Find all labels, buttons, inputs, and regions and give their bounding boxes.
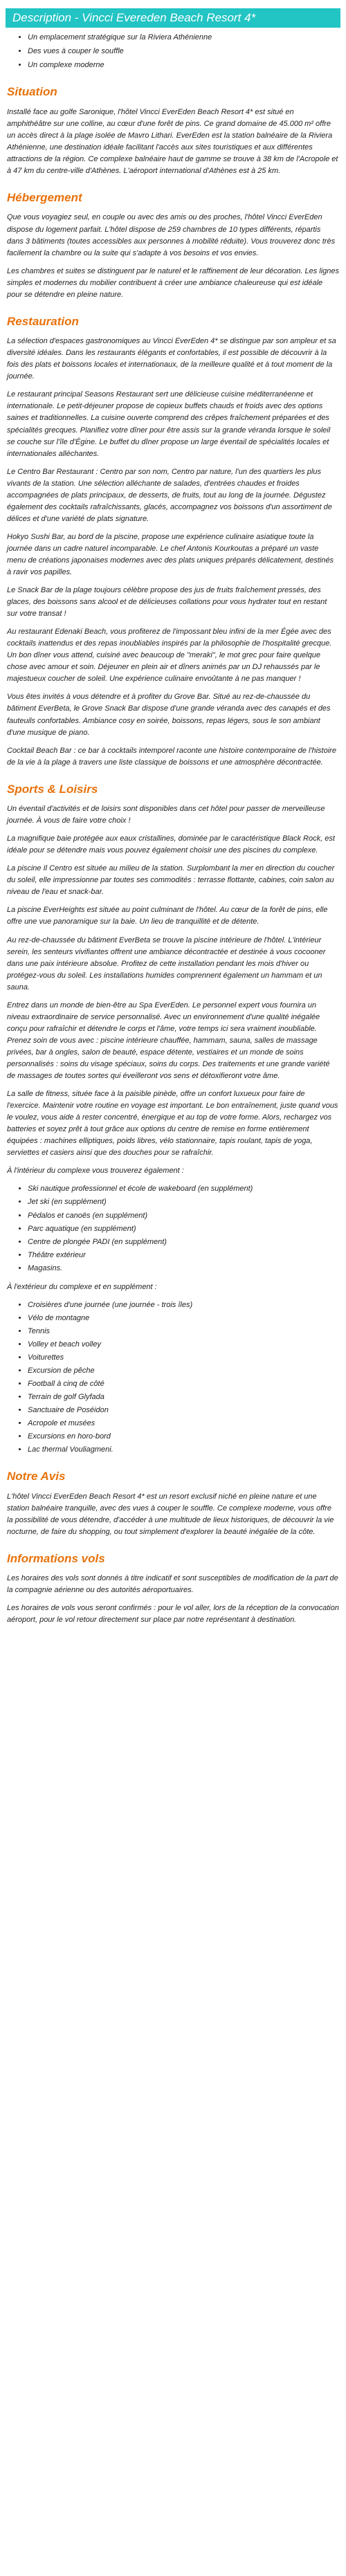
activity-item: • Football à cinq de côté [28,1378,339,1390]
situation-section [7,85,339,177]
sports-section [7,783,339,1456]
activity-item: • Tennis [28,1326,339,1337]
hebergement-paragraph: Les chambres et suites se distinguent par le naturel et le raffinement de leur décoration. Les lignes simples et modernes du mobilier contribuent à créer une ambiance chaleureuse qui est idéale pour se détendre en pleine nature. [7,266,339,299]
facility-item: • Ski nautique professionnel et école de wakeboard (en supplément) [28,1183,339,1195]
outside-activities-list [7,1299,339,1456]
hebergement-section [7,191,339,301]
restauration-paragraph: Le Snack Bar de la plage toujours célèbre propose des jus de fruits fraîchement pressés, des glaces, des boissons sans alcool et de délicieuses collations pour vous hydrater tout en restant sur votre transat ! [7,586,327,619]
notre-avis-section [7,1470,339,1538]
informations-heading: Informations vols [7,1551,105,1565]
situation-paragraph: Installé face au golfe Saronique, l'hôtel Vincci EverEden Beach Resort 4* est situé en amphithéâtre sur une colline, au cœur d'une forêt de pins. Ce grand domaine de 45.000 m² offre un accès direct à la plage isolée de Mavro Lithari. EverEden est la station balnéaire de la Riviera Athénienne, une destination idéale facilitant l'accès aux sites touristiques et aux différentes attractions de la région. Ce complexe balnéaire haut de gamme se trouve à 38 km de l'Acropole et à 47 km du centre-ville d'Athènes. L'aéroport international d'Athènes est à 25 km. [7,107,338,176]
activity-item: • Volley et beach volley [28,1339,339,1351]
restauration-paragraph: Le Centro Bar Restaurant : Centro par son nom, Centro par nature, l'un des quartiers les plus vivants de la station. Une sélection alléchante de salades, d'entrées chaudes et froides accompagnées de plats principaux, de desserts, de fruits, tout au long de la journée. Dégustez également des cocktails rafraîchissants, glacés, accompagnez vos boissons d'un assortiment de délices et d'une variété de plats signature. [7,467,332,523]
restauration-paragraph: Cocktail Beach Bar : ce bar à cocktails intemporel raconte une histoire contemporaine de l'histoire de la vie à la plage à travers une liste classique de boissons et une atmosphère décontractée. [7,746,336,767]
notre-avis-paragraph: L'hôtel Vincci EverEden Beach Resort 4* est un resort exclusif niché en pleine nature et une station balnéaire tranquille, avec des vues à couper le souffle. Ce complexe moderne, vous offre la possibilité de vous détendre, d'accéder à une multitude de lieux historiques, de découvrir la vie nocturne, de faire du shopping, ou tout simplement d'explorer la beauté inégalée de la côte. [7,1492,334,1536]
activity-item: • Voiturettes [28,1352,339,1364]
activity-item: • Excursions en horo-bord [28,1431,339,1443]
restauration-heading: Restauration [7,314,79,328]
highlight-item: • Un complexe moderne [28,60,339,71]
page-title: Description - Vincci Evereden Beach Resort 4* [12,11,256,24]
facility-item: • Pédalos et canoës (en supplément) [28,1210,339,1222]
facility-item: • Parc aquatique (en supplément) [28,1223,339,1235]
description-content [0,32,346,1626]
facility-item: • Magasins. [28,1263,339,1275]
restauration-section [7,315,339,769]
activity-item: • Sanctuaire de Poséidon [28,1405,339,1416]
sports-heading: Sports & Loisirs [7,782,98,796]
highlight-item: • Un emplacement stratégique sur la Riviera Athénienne [28,32,339,44]
highlight-item: • Des vues à couper le souffle [28,46,339,57]
situation-heading: Situation [7,85,57,99]
restauration-paragraph: Vous êtes invités à vous détendre et à profiter du Grove Bar. Situé au rez-de-chaussée du bâtiment EverBeta, le Grove Snack Bar dispose d'une grande véranda avec des canapés et des fauteuils confortables. Ambiance cosy en soirée, boissons, repas légers, sous le son ambiant d'une musique de piano. [7,693,331,737]
activity-item: • Vélo de montagne [28,1313,339,1324]
hebergement-heading: Hébergement [7,191,82,205]
restauration-paragraph: Au restaurant Edenaki Beach, vous profiterez de l'impossant bleu infini de la mer Égée avec des cocktails inattendus et des repas inoubliables inspirés par la philosophie de l'hospitalité grecque. Un bon dîner vous attend, cuisiné avec beaucoup de "meraki", le mot grec pour faire quelque chose avec amour et soin. Déjeuner en plein air et dîners animés par un DJ rehaussés par le majestueux coucher de soleil. Une expérience culinaire envoûtante à ne pas manquer ! [7,628,332,684]
inside-facilities-list [7,1183,339,1274]
activity-item: • Croisières d'une journée (une journée - trois îles) [28,1299,339,1311]
facility-item: • Jet ski (en supplément) [28,1196,339,1208]
facility-item: • Théâtre extérieur [28,1250,339,1261]
description-header [6,8,340,28]
outside-intro: À l'extérieur du complexe et en supplément : [7,1282,157,1291]
sports-paragraph: À l'intérieur du complexe vous trouverez également : [7,1167,184,1176]
notre-avis-heading: Notre Avis [7,1470,66,1483]
sports-paragraph: La magnifique baie protégée aux eaux cristallines, dominée par le caractéristique Black Rock, est idéale pour se détendre mais vous pouvez également choisir une des piscines du complexe. [7,834,335,855]
sports-paragraph: La piscine EverHeights est située au point culminant de l'hôtel. Au cœur de la forêt de pins, elle offre une vue panoramique sur la baie. Un lieu de tranquillité et de détente. [7,906,328,926]
sports-paragraph: La piscine Il Centro est située au milieu de la station. Surplombant la mer en direction du coucher du soleil, elle impressionne par toutes ses commodités : terrasse flottante, cabines, coin salon au niveau de l'eau et snack-bar. [7,864,335,897]
informations-section [7,1552,339,1627]
activity-item: • Excursion de pêche [28,1365,339,1377]
sports-paragraph: Entrez dans un monde de bien-être au Spa EverEden. Le personnel expert vous fournira un niveau extraordinaire de service personnalisé. Avec un environnement d'une qualité inégalée conçu pour rafraîchir et détendre le corps et l'âme, votre temps ici sera vraiment inoubliable. Prenez soin de vous avec : piscine intérieure chauffée, hammam, sauna, salles de massage privées, bar à ongles, salon de beauté, espace détente, vestiaires et un monde de soins personnalisés : soins du visage spéciaux, soins du corps. Des traitements et une grande variété de massages de toutes sortes qui éveilleront vos sens et détoxifieront votre âme. [7,1001,330,1081]
activity-item: • Terrain de golf Glyfada [28,1391,339,1403]
sports-paragraph: Au rez-de-chaussée du bâtiment EverBeta se trouve la piscine intérieure de l'hôtel. L'intérieur serein, les senteurs vivifiantes offrent une ambiance décontractée et destinée à vous cocooner dans une paix intérieure absolue. Profitez de cette installation pendant les mois d'hiver ou protégez-vous du soleil. Les installations humides comprennent également un hammam et un sauna. [7,935,326,992]
restauration-paragraph: Le restaurant principal Seasons Restaurant sert une délicieuse cuisine méditerranéenne et internationale. Le petit-déjeuner propose de copieux buffets chauds et froids avec des options saines et traditionnelles. La cuisine ouverte comprend des crêpes fraîchement préparées et des spécialités grecques. Planifiez votre dîner pour être assis sur la grande véranda lorsque le soleil se couche sur l'île d'Égine. Le buffet du dîner propose un large éventail de spécialités locales et internationales alléchantes. [7,390,331,458]
restauration-paragraph: La sélection d'espaces gastronomiques au Vincci EverEden 4* se distingue par son ampleur et sa diversité idéales. Dans les restaurants élégants et confortables, il est possible de découvrir à la fois des plats et boissons locales et internationaux, de la meilleure qualité et à tout moment de la journée. [7,337,336,381]
facility-item: • Centre de plongée PADI (en supplément) [28,1236,339,1248]
restauration-paragraph: Hokyo Sushi Bar, au bord de la piscine, propose une expérience culinaire asiatique toute la journée dans un cadre naturel incomparable. Le chef Antonis Kourkoutas a préparé un vaste menu de créations japonaises modernes avec des plats uniques préparés délicatement, destinés à ravir vos papilles. [7,532,334,577]
hebergement-paragraph: Que vous voyagiez seul, en couple ou avec des amis ou des proches, l'hôtel Vincci EverEden dispose du logement parfait. L'hôtel dispose de 259 chambres de 10 types différents, répartis dans 3 bâtiments (toutes accessibles aux personnes à mobilité réduite). Vous trouverez donc très facilement la chambre ou la suite qui s'adapte à vos besoins et vos envies. [7,213,336,257]
highlights-list [7,32,339,71]
informations-paragraph: Les horaires de vols vous seront confirmés : pour le vol aller, lors de la réception de la convocation aéroport, pour le vol retour directement sur place par notre représentant à destination. [7,1604,339,1625]
activity-item: • Lac thermal Vouliagmeni. [28,1444,339,1456]
activity-item: • Acropole et musées [28,1418,339,1429]
sports-paragraph: Un éventail d'activités et de loisirs sont disponibles dans cet hôtel pour passer de merveilleuse journée. À vous de faire votre choix ! [7,805,325,825]
informations-paragraph: Les horaires des vols sont donnés à titre indicatif et sont susceptibles de modification de la part de la compagnie aérienne ou des autorités aéroportuaires. [7,1574,338,1595]
sports-paragraph: La salle de fitness, située face à la paisible pinède, offre un confort luxueux pour faire de l'exercice. Maintenir votre routine en voyage est important. Le bon entraînement, juste quand vous le voulez, vous aide à rester concentré, énergique et au top de votre forme. Alors, rechargez vos batteries et soyez prêt à tout grâce aux options du centre de remise en forme entièrement équipées : machines elliptiques, poids libres, vélo stationnaire, tapis roulant, tapis de yoga, serviettes et casiers ainsi que des douches pour se rafraîchir. [7,1090,338,1158]
